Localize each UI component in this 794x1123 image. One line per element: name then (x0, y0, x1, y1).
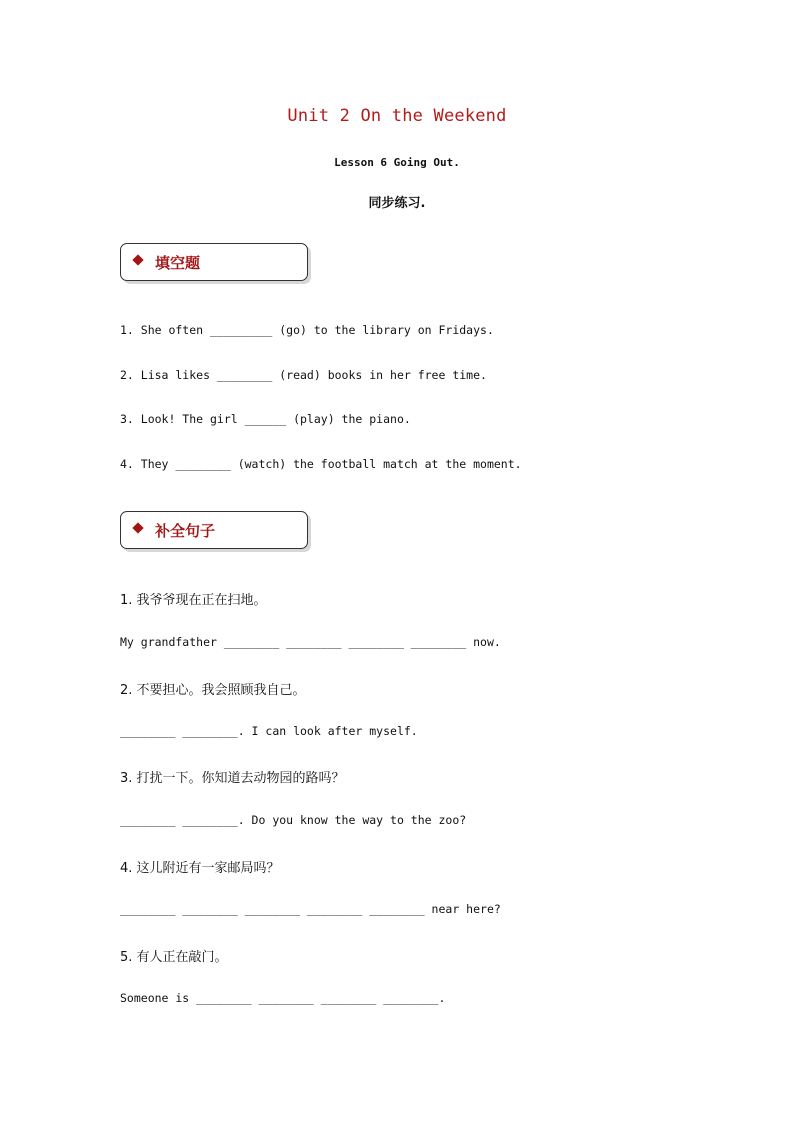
question-item: 2. Lisa likes ________ (read) books in her free time. (120, 368, 487, 382)
question-prompt-cn: 1. 我爷爷现在正在扫地。 (120, 593, 267, 608)
section-heading-label: 补全句子 (155, 522, 216, 540)
question-answer-line: Someone is ________ ________ ________ ________. (120, 991, 446, 1005)
question-prompt-cn: 2. 不要担心。我会照顾我自己。 (120, 683, 306, 698)
question-prompt-cn: 4. 这儿附近有一家邮局吗？ (120, 861, 280, 876)
lesson-title: Lesson 6 Going Out. (334, 156, 460, 169)
section-heading-complete-sentences (120, 511, 308, 549)
section-heading-label: 填空题 (155, 254, 201, 272)
exercise-subtitle: 同步练习. (368, 196, 426, 211)
page-title: Unit 2 On the Weekend (287, 106, 507, 126)
question-answer-line: My grandfather ________ ________ ________ ________ now. (120, 635, 501, 649)
section-heading-fill-blank (120, 243, 308, 281)
question-item: 4. They ________ (watch) the football match at the moment. (120, 457, 522, 471)
question-answer-line: ________ ________ ________ ________ ________ near here? (120, 902, 501, 916)
question-answer-line: ________ ________. Do you know the way to the zoo? (120, 813, 467, 827)
diamond-bullet-icon (132, 254, 143, 265)
question-answer-line: ________ ________. I can look after myself. (120, 724, 418, 738)
question-prompt-cn: 3. 打扰一下。你知道去动物园的路吗？ (120, 771, 345, 786)
question-item: 3. Look! The girl ______ (play) the piano. (120, 412, 411, 426)
question-prompt-cn: 5. 有人正在敲门。 (120, 950, 228, 965)
diamond-bullet-icon (132, 522, 143, 533)
question-item: 1. She often _________ (go) to the library on Fridays. (120, 323, 494, 337)
